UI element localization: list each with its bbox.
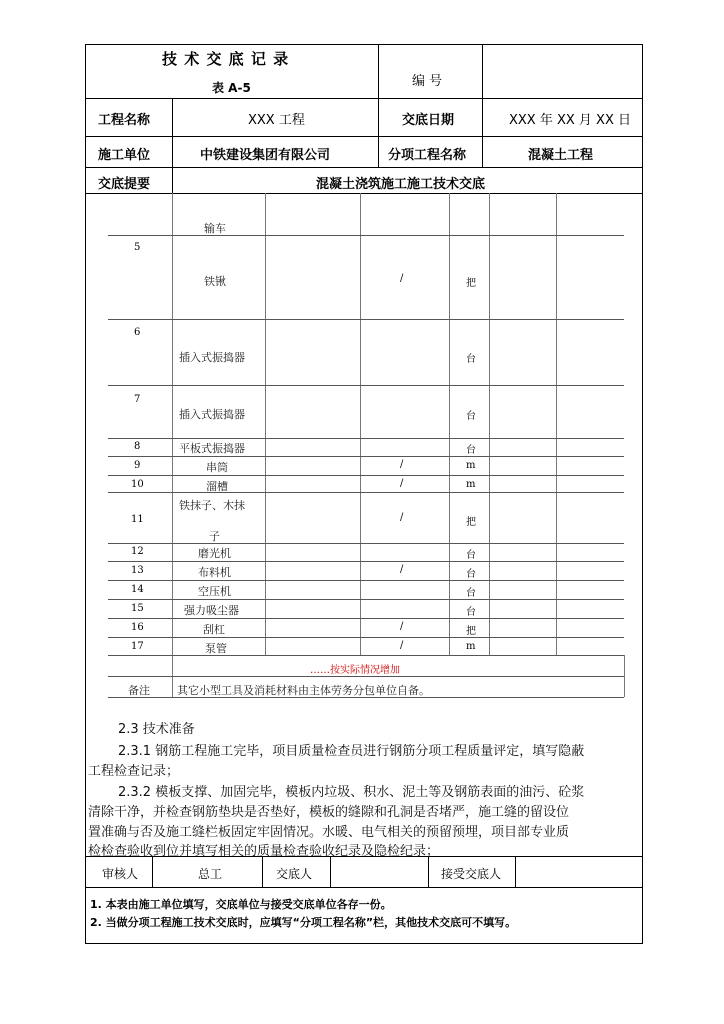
row-14-unit: 台: [466, 588, 476, 599]
row-11-name: 铁抹子、木抹: [179, 499, 245, 512]
row-8-unit: 台: [466, 445, 476, 456]
para-2-line-2: 清除干净，并检查钢筋垫块是否垫好，模板的缝隙和孔洞是否堵严，施工缝的留设位: [88, 805, 570, 820]
equip-col-line-6: [556, 193, 557, 655]
row-10-unit: m: [466, 479, 476, 490]
row-10-no: 10: [131, 479, 144, 490]
para-2-line-4: 检检查验收到位并填写相关的质量检查验收纪录及隐检纪录；: [88, 844, 440, 859]
para-1-line-1: 2.3.1 钢筋工程施工完毕，项目质量检查员进行钢筋分项工程质量评定，填写隐蔽: [118, 744, 585, 759]
row-7-name: 插入式振捣器: [179, 408, 245, 421]
header-col-line-b: [482, 44, 483, 98]
row-12-unit: 台: [466, 550, 476, 561]
subproject-label: 分项工程名称: [388, 148, 467, 163]
row-13-no: 13: [131, 565, 144, 576]
footnote-2: 2. 当做分项工程施工技术交底时，应填写“分项工程名称”栏，其他技术交底可不填写。: [90, 916, 517, 929]
sig-col-line-4: [428, 856, 429, 887]
row-11-unit: 把: [466, 517, 476, 528]
equip-col-line-2: [265, 193, 266, 655]
add-as-needed-note: ……按实际情况增加: [310, 665, 400, 676]
header-col-line-a: [378, 44, 379, 98]
row-6-unit: 台: [466, 354, 476, 365]
row-5-spec: /: [400, 273, 404, 284]
row-16-name: 刮杠: [203, 623, 225, 636]
equip-row-line: [108, 456, 624, 457]
equip-row-line: [108, 676, 624, 677]
equip-row-line: [108, 492, 624, 493]
continued-equipment-name: 输车: [204, 222, 226, 235]
para-2-line-3: 置准确与否及施工缝栏板固定牢固情况。水暖、电气相关的预留预埋，项目部专业质: [88, 825, 570, 840]
unit-label: 施工单位: [98, 148, 151, 163]
sig-col-line-2: [262, 856, 263, 887]
equip-col-line-1: [172, 193, 173, 697]
row-6-name: 插入式振捣器: [179, 351, 245, 364]
equip-row-line: [108, 319, 624, 320]
date-value: XXX 年 XX 月 XX 日: [509, 113, 632, 128]
unit-value: 中铁建设集团有限公司: [200, 148, 331, 163]
equip-col-line-7: [624, 655, 625, 697]
row-9-name: 串筒: [206, 461, 228, 474]
row-7-unit: 台: [466, 411, 476, 422]
date-label: 交底日期: [402, 113, 455, 128]
serial-label: 编 号: [412, 74, 443, 89]
equip-row-line: [108, 543, 624, 544]
equip-row-line: [108, 561, 624, 562]
equip-row-line: [108, 618, 624, 619]
summary-label: 交底提要: [98, 177, 151, 192]
form-title: 技 术 交 底 记 录: [162, 50, 290, 68]
sig-col-line-1: [152, 856, 153, 887]
row-17-no: 17: [131, 641, 144, 652]
row-11-spec: /: [400, 512, 404, 523]
project-name-value: XXX 工程: [248, 113, 305, 128]
equip-row-line: [108, 637, 624, 638]
equip-row-line: [108, 475, 624, 476]
row-14-name: 空压机: [198, 585, 231, 598]
header-col-line-d: [378, 98, 379, 167]
equip-row-line: [108, 580, 624, 581]
row-8-no: 8: [134, 441, 141, 452]
presenter-label: 交底人: [276, 867, 313, 881]
project-name-label: 工程名称: [98, 113, 151, 128]
row-13-name: 布料机: [198, 566, 231, 579]
row-5-unit: 把: [466, 278, 476, 289]
row-9-no: 9: [134, 460, 141, 471]
equip-row-line: [108, 385, 624, 386]
summary-value: 混凝土浇筑施工施工技术交底: [316, 177, 486, 192]
reviewer-label: 审核人: [102, 867, 139, 881]
header-divider-4: [85, 193, 643, 194]
row-10-spec: /: [400, 478, 404, 489]
receiver-label: 接受交底人: [441, 867, 502, 881]
sig-col-line-5: [515, 856, 516, 887]
remark-text: 其它小型工具及消耗材料由主体劳务分包单位自备。: [177, 684, 430, 697]
row-13-spec: /: [400, 564, 404, 575]
row-12-no: 12: [131, 546, 144, 557]
signature-row-bottom: [85, 887, 643, 888]
equip-row-line: [108, 599, 624, 600]
row-16-no: 16: [131, 622, 144, 633]
signature-row-top: [85, 856, 643, 857]
form-number: 表 A-5: [212, 81, 251, 95]
row-15-no: 15: [131, 603, 144, 614]
chief-engineer-label: 总工: [198, 867, 223, 881]
row-6-no: 6: [134, 327, 141, 338]
equip-col-line-5: [489, 193, 490, 655]
row-16-spec: /: [400, 621, 404, 632]
para-1-line-2: 工程检查记录；: [88, 764, 180, 779]
row-9-spec: /: [400, 459, 404, 470]
row-13-unit: 台: [466, 569, 476, 580]
equip-row-line: [108, 235, 624, 236]
row-17-name: 泵管: [205, 642, 227, 655]
header-col-line-e: [482, 98, 483, 167]
sig-col-line-3: [330, 856, 331, 887]
row-8-name: 平板式振捣器: [179, 442, 245, 455]
row-11-no: 11: [131, 514, 144, 525]
equip-col-line-3: [360, 193, 361, 655]
row-5-no: 5: [134, 242, 141, 253]
row-11-name-cont: 子: [209, 530, 220, 543]
section-heading: 2.3 技术准备: [118, 722, 195, 737]
row-15-name: 强力吸尘器: [184, 604, 239, 617]
equip-row-line: [108, 655, 624, 656]
row-17-spec: /: [400, 640, 404, 651]
equip-col-line-4: [449, 193, 450, 655]
row-10-name: 溜槽: [206, 480, 228, 493]
header-divider-1: [85, 98, 643, 99]
header-col-line-c: [172, 98, 173, 193]
subproject-value: 混凝土工程: [528, 148, 594, 163]
row-7-no: 7: [134, 394, 141, 405]
row-5-name: 铁锹: [204, 275, 226, 288]
row-9-unit: m: [466, 460, 476, 471]
row-15-unit: 台: [466, 607, 476, 618]
row-12-name: 磨光机: [198, 547, 231, 560]
row-16-unit: 把: [466, 626, 476, 637]
header-divider-3: [85, 167, 643, 168]
remark-label: 备注: [128, 684, 150, 697]
header-divider-2: [85, 136, 643, 137]
equip-row-line: [108, 438, 624, 439]
row-14-no: 14: [131, 584, 144, 595]
footnote-1: 1. 本表由施工单位填写，交底单位与接受交底单位各存一份。: [90, 898, 392, 911]
row-17-unit: m: [466, 641, 476, 652]
para-2-line-1: 2.3.2 模板支撑、加固完毕，模板内垃圾、积水、泥土等及钢筋表面的油污、砼浆: [118, 785, 585, 800]
